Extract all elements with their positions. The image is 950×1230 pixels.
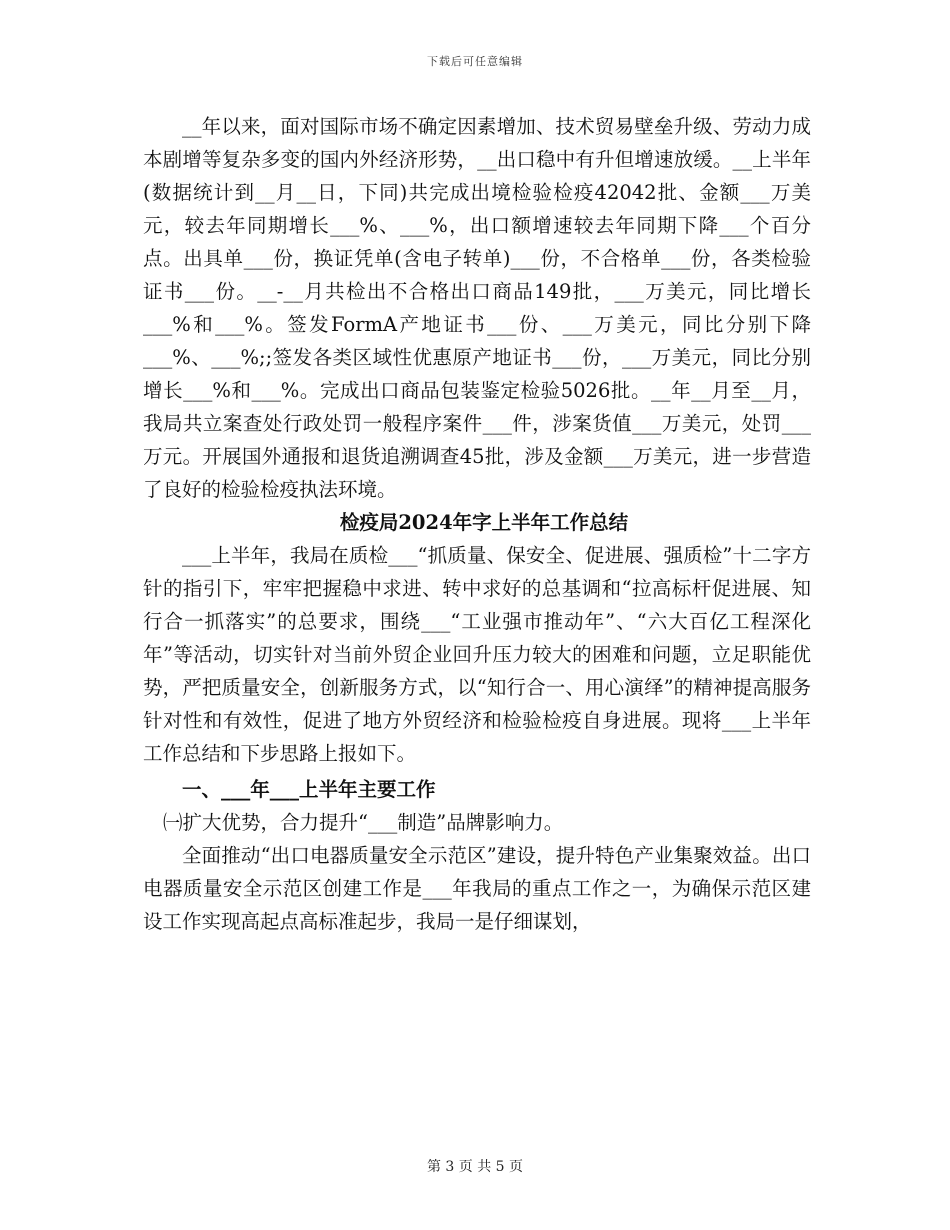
subheading-1: ㈠扩大优势，合力提升“___制造”品牌影响力。 (163, 811, 564, 834)
paragraph-intro: __年以来，面对国际市场不确定因素增加、技术贸易壁垒升级、劳动力成本剧增等复杂多变的国内外经济形势，__出口稳中有升但增速放缓。__上半年(数据统计到__月__日，下同)共完成出境检验检疫42042批、金额___万美元，较去年同期增长___%、___%，出口额增速较去年同期下降___个百分点。出具单___份，换证凭单(含电子转单)___份，不合格单___份，各类检验证书___份。__-__月共检出不合格出口商品149批，___万美元，同比增长___%和___%。签发FormA产地证书___份、___万美元，同比分别下降___%、___%;;签发各类区域性优惠原产地证书___份，___万美元，同比分别增长___%和___%。完成出口商品包装鉴定检验5026批。__年__月至__月，我局共立案查处行政处罚一般程序案件___件，涉案货值___万美元，处罚___万元。开展国外通报和退货追溯调查45批，涉及金额___万美元，进一步营造了良好的检验检疫执法环境。 (143, 115, 811, 501)
paragraph-overview: ___上半年，我局在质检___“抓质量、保安全、促进展、强质检”十二字方针的指引下，牢牢把握稳中求进、转中求好的总基调和“拉高标杆促进展、知行合一抓落实”的总要求，围绕___“工业强市推动年”、“六大百亿工程深化年”等活动，切实针对当前外贸企业回升压力较大的困难和问题，立足职能优势，严把质量安全，创新服务方式，以“知行合一、用心演绎”的精神提高服务针对性和有效性，促进了地方外贸经济和检验检疫自身进展。现将___上半年工作总结和下步思路上报如下。 (143, 544, 811, 765)
document-title: 检疫局2024年字上半年工作总结 (339, 511, 629, 534)
page-header: 下载后可任意编辑 (427, 55, 523, 68)
section-heading-1: 一、___年___上半年主要工作 (182, 778, 436, 801)
document-body (143, 110, 811, 938)
paragraph-demonstration-zone: 全面推动“出口电器质量安全示范区”建设，提升特色产业集聚效益。出口电器质量安全示范区创建工作是___年我局的重点工作之一，为确保示范区建设工作实现高起点高标准起步，我局一是仔细谋划， (143, 844, 811, 933)
page-footer: 第 3 页 共 5 页 (426, 1159, 524, 1175)
